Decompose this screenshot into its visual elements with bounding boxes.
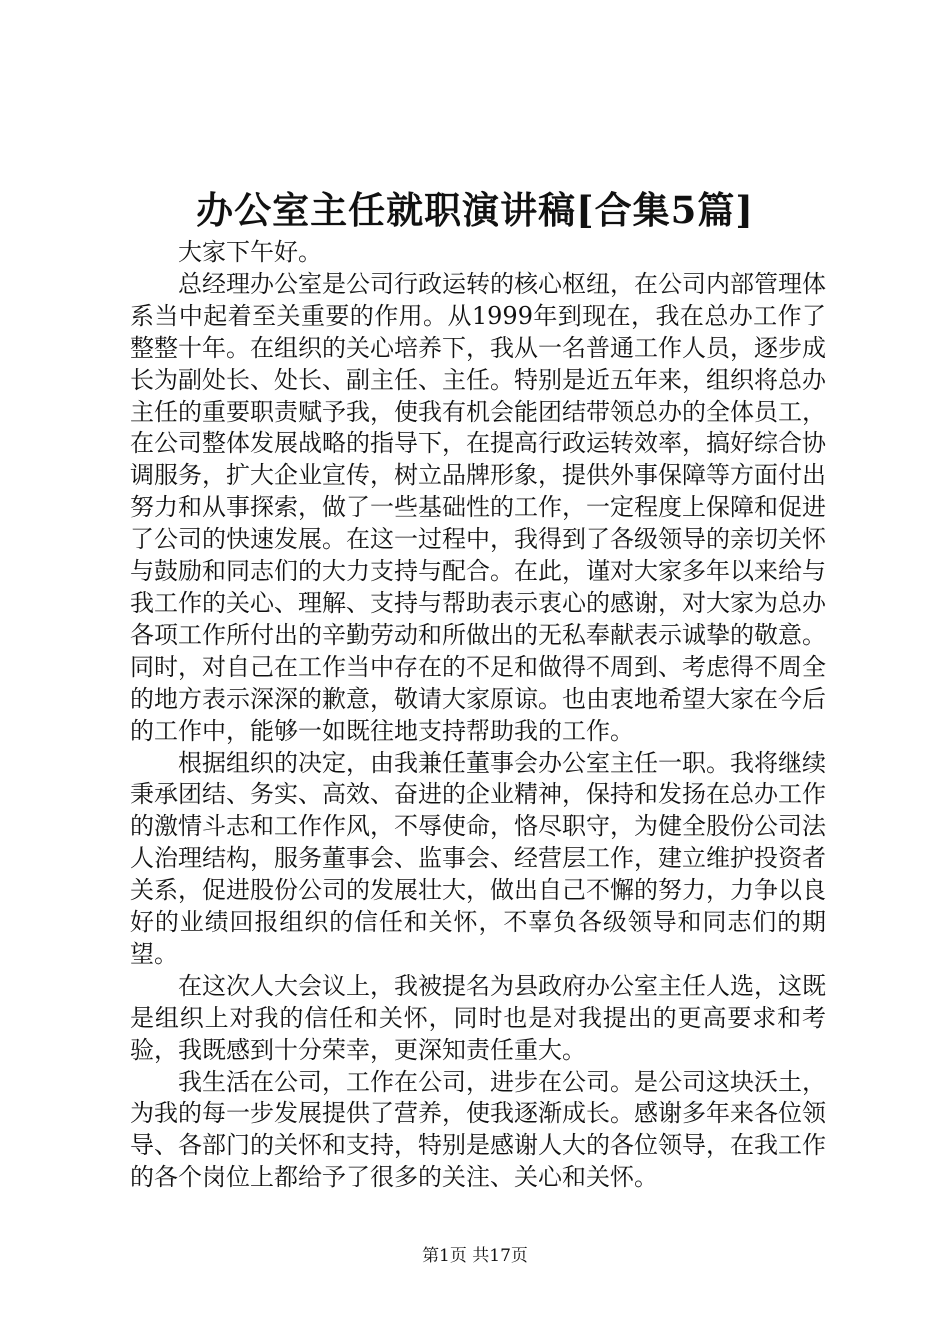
- document-body: [130, 237, 826, 1194]
- document-title: 办公室主任就职演讲稿[合集5篇]: [196, 188, 754, 232]
- paragraph-nomination: 在这次人大会议上，我被提名为县政府办公室主任人选，这既是组织上对我的信任和关怀，同时也是对我提出的更高要求和考验，我既感到十分荣幸，更深知责任重大。: [130, 971, 826, 1064]
- paragraph-gratitude: 我生活在公司，工作在公司，进步在公司。是公司这块沃土，为我的每一步发展提供了营养，使我逐渐成长。感谢多年来各位领导、各部门的关怀和支持，特别是感谢人大的各位领导，在我工作的各个岗位上都给予了很多的关注、关心和关怀。: [130, 1067, 826, 1192]
- paragraph-new-role: 根据组织的决定，由我兼任董事会办公室主任一职。我将继续秉承团结、务实、高效、奋进的企业精神，保持和发扬在总办工作的激情斗志和工作作风，不辱使命，恪尽职守，为健全股份公司法人治理结构，服务董事会、监事会、经营层工作，建立维护投资者关系，促进股份公司的发展壮大，做出自己不懈的努力，力争以良好的业绩回报组织的信任和关怀，不辜负各级领导和同志们的期望。: [130, 748, 826, 968]
- page-number-footer: 第1页 共17页: [422, 1246, 528, 1266]
- paragraph-greeting: 大家下午好。: [178, 238, 322, 266]
- paragraph-experience: 总经理办公室是公司行政运转的核心枢纽，在公司内部管理体系当中起着至关重要的作用。从1999年到现在，我在总办工作了整整十年。在组织的关心培养下，我从一名普通工作人员，逐步成长为副处长、处长、副主任、主任。特别是近五年来，组织将总办主任的重要职责赋予我，使我有机会能团结带领总办的全体员工，在公司整体发展战略的指导下，在提高行政运转效率，搞好综合协调服务，扩大企业宣传，树立品牌形象，提供外事保障等方面付出努力和从事探索，做了一些基础性的工作，一定程度上保障和促进了公司的快速发展。在这一过程中，我得到了各级领导的亲切关怀与鼓励和同志们的大力支持与配合。在此，谨对大家多年以来给与我工作的关心、理解、支持与帮助表示衷心的感谢，对大家为总办各项工作所付出的辛勤劳动和所做出的无私奉献表示诚挚的敬意。同时，对自己在工作当中存在的不足和做得不周到、考虑得不周全的地方表示深深的歉意，敬请大家原谅。也由衷地希望大家在今后的工作中，能够一如既往地支持帮助我的工作。: [130, 269, 826, 745]
